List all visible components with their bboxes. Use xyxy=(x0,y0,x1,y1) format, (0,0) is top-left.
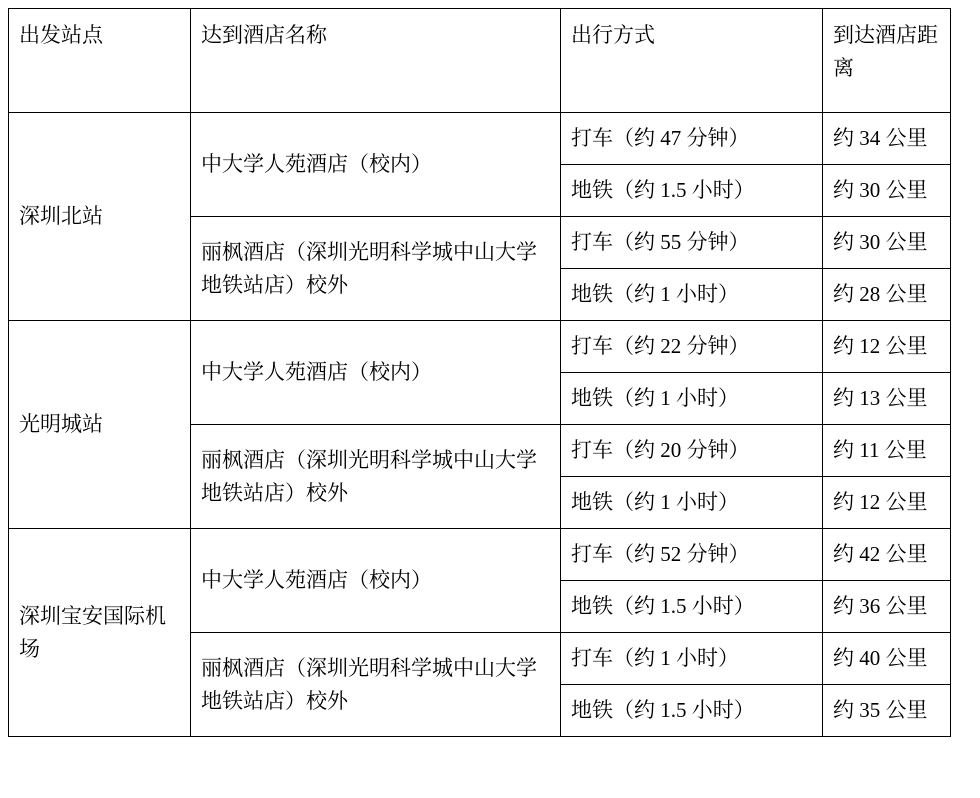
cell-mode: 打车（约 22 分钟） xyxy=(561,321,823,373)
cell-hotel: 中大学人苑酒店（校内） xyxy=(191,529,561,633)
cell-mode: 打车（约 52 分钟） xyxy=(561,529,823,581)
header-origin: 出发站点 xyxy=(9,9,191,113)
cell-distance: 约 35 公里 xyxy=(823,685,951,737)
header-hotel: 达到酒店名称 xyxy=(191,9,561,113)
cell-mode: 打车（约 55 分钟） xyxy=(561,217,823,269)
cell-mode: 打车（约 47 分钟） xyxy=(561,113,823,165)
cell-mode: 地铁（约 1.5 小时） xyxy=(561,685,823,737)
cell-mode: 打车（约 1 小时） xyxy=(561,633,823,685)
cell-hotel: 中大学人苑酒店（校内） xyxy=(191,113,561,217)
cell-mode: 地铁（约 1 小时） xyxy=(561,269,823,321)
cell-distance: 约 34 公里 xyxy=(823,113,951,165)
cell-distance: 约 40 公里 xyxy=(823,633,951,685)
cell-distance: 约 42 公里 xyxy=(823,529,951,581)
cell-hotel: 丽枫酒店（深圳光明科学城中山大学地铁站店）校外 xyxy=(191,633,561,737)
cell-distance: 约 36 公里 xyxy=(823,581,951,633)
cell-mode: 地铁（约 1.5 小时） xyxy=(561,581,823,633)
cell-mode: 地铁（约 1 小时） xyxy=(561,373,823,425)
table-row xyxy=(9,529,951,581)
travel-info-table xyxy=(8,8,951,737)
cell-distance: 约 13 公里 xyxy=(823,373,951,425)
cell-hotel: 丽枫酒店（深圳光明科学城中山大学地铁站店）校外 xyxy=(191,425,561,529)
cell-mode: 地铁（约 1 小时） xyxy=(561,477,823,529)
cell-hotel: 中大学人苑酒店（校内） xyxy=(191,321,561,425)
cell-origin: 深圳宝安国际机场 xyxy=(9,529,191,737)
cell-distance: 约 12 公里 xyxy=(823,477,951,529)
header-mode: 出行方式 xyxy=(561,9,823,113)
cell-distance: 约 12 公里 xyxy=(823,321,951,373)
cell-distance: 约 28 公里 xyxy=(823,269,951,321)
table-row xyxy=(9,321,951,373)
cell-distance: 约 30 公里 xyxy=(823,217,951,269)
cell-origin: 深圳北站 xyxy=(9,113,191,321)
table-header-row xyxy=(9,9,951,113)
cell-distance: 约 11 公里 xyxy=(823,425,951,477)
cell-distance: 约 30 公里 xyxy=(823,165,951,217)
table-row xyxy=(9,113,951,165)
header-distance: 到达酒店距离 xyxy=(823,9,951,113)
cell-mode: 地铁（约 1.5 小时） xyxy=(561,165,823,217)
cell-origin: 光明城站 xyxy=(9,321,191,529)
cell-mode: 打车（约 20 分钟） xyxy=(561,425,823,477)
document-page xyxy=(0,8,980,798)
cell-hotel: 丽枫酒店（深圳光明科学城中山大学地铁站店）校外 xyxy=(191,217,561,321)
